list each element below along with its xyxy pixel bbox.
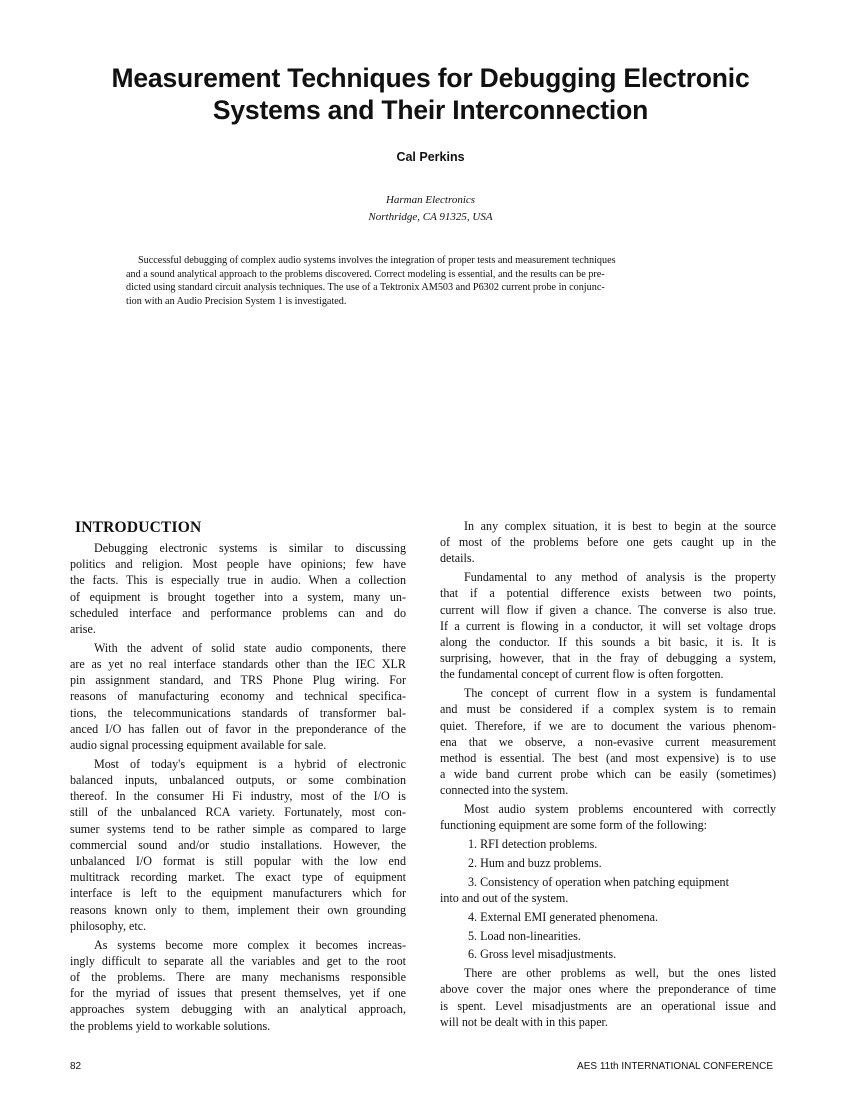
text-line: current will flow if given a chance. The converse is also true.: [440, 602, 776, 617]
list-item-text: 2. Hum and buzz problems.: [468, 856, 602, 871]
text-line: details.: [440, 551, 475, 566]
list-item-text: 6. Gross level misadjustments.: [468, 947, 617, 962]
affiliation-org: Harman Electronics: [385, 194, 476, 206]
text-line: of equipment is brought together into a system, many un-: [70, 589, 406, 604]
text-line: ingly difficult to separate all the variables and get to the root: [70, 953, 406, 968]
text-line: interface is left to the equipment manufacturers which for: [70, 886, 406, 901]
text-line: for the myriad of issues that present themselves, yet if one: [70, 986, 406, 1001]
closing-paragraph: [440, 965, 776, 1030]
text-line: functioning equipment are some form of the following:: [440, 818, 708, 833]
text-line: unbalanced I/O format is still popular with the low end: [70, 854, 406, 869]
text-line: connected into the system.: [440, 783, 569, 798]
list-item-text: 1. RFI detection problems.: [468, 837, 598, 852]
text-line: multitrack recording market. The exact type of equipment: [70, 870, 406, 885]
text-line: The concept of current flow in a system is fundamental: [464, 686, 776, 701]
affiliation-address: Northridge, CA 91325, USA: [368, 211, 493, 223]
text-line: and must be considered if a complex system is to remain: [440, 702, 776, 717]
body-paragraph: [70, 937, 406, 1034]
list-item-text: 4. External EMI generated phenomena.: [468, 909, 659, 924]
body-paragraph: [440, 518, 776, 567]
list-item: [440, 836, 776, 852]
text-line: With the advent of solid state audio components, there: [94, 640, 406, 655]
text-line: above cover the major ones where the preponderance of time: [440, 982, 776, 997]
list-item: [440, 855, 776, 871]
text-line: still of the unbalanced RCA variety. Fortunately, most con-: [70, 805, 406, 820]
text-line: In any complex situation, it is best to begin at the source: [464, 519, 776, 533]
right-column: [440, 518, 776, 1033]
text-line: There are other problems as well, but the ones listed: [464, 966, 776, 981]
text-line: pin assignment standard, and TRS Phone Plug wiring. For: [70, 673, 406, 688]
text-line: that if a potential difference exists between two points,: [440, 586, 776, 601]
text-line: are as yet no real interface standards other than the IEC XLR: [70, 657, 406, 672]
list-item-text: into and out of the system.: [440, 891, 569, 906]
text-line: Most of today's equipment is a hybrid of electronic: [94, 756, 406, 771]
text-line: reasons known only to them, implement their own grounding: [70, 902, 406, 917]
text-line: the fundamental concept of current flow is often forgotten.: [440, 667, 724, 682]
section-heading: INTRODUCTION: [75, 519, 202, 536]
list-item: [440, 874, 776, 906]
text-line: of most of the problems before one gets caught up in the: [440, 535, 776, 550]
text-line: Most audio system problems encountered with correctly: [464, 802, 776, 817]
text-line: will not be dealt with in this paper.: [440, 1014, 608, 1029]
text-line: politics and religion. Most people have opinions; few have: [70, 557, 406, 572]
paper-title: [60, 62, 801, 126]
abstract: [126, 254, 730, 308]
list-item: [440, 928, 776, 944]
text-line: audio signal processing equipment available for sale.: [70, 738, 327, 753]
body-paragraph: [70, 756, 406, 934]
text-line: ena that we observe, a non-evasive current measurement: [440, 734, 776, 749]
abstract-line: tion with an Audio Precision System 1 is investigated.: [126, 295, 347, 307]
title-line-2: Systems and Their Interconnection: [212, 95, 649, 125]
text-line: scheduled interface and performance problems can and do: [70, 605, 406, 620]
text-line: is spent. Level misadjustments are an operational issue and: [440, 998, 776, 1013]
conference-name: AES 11th INTERNATIONAL CONFERENCE: [577, 1061, 773, 1072]
title-line-1: Measurement Techniques for Debugging Electronic: [111, 63, 750, 93]
affiliation: [0, 192, 861, 226]
text-line: anced I/O has fallen out of favor in the preponderance of the: [70, 721, 406, 736]
text-line: balanced inputs, unbalanced outputs, or some combination: [70, 773, 406, 788]
list-item-text: 5. Load non-linearities.: [468, 928, 581, 943]
text-line: commercial sound and/or studio installations. However, the: [70, 837, 406, 852]
text-line: Fundamental to any method of analysis is the property: [464, 570, 776, 585]
text-line: Debugging electronic systems is similar to discussing: [94, 541, 406, 555]
text-line: of the problems. There are many mechanisms responsible: [70, 970, 406, 985]
body-paragraph: [70, 540, 406, 637]
text-line: quiet. Therefore, if we are to document the various phenom-: [440, 718, 776, 733]
list-item-text: 3. Consistency of operation when patching equipment: [468, 874, 729, 889]
list-item: [440, 909, 776, 925]
text-line: approaches system debugging with an analytical approach,: [70, 1002, 406, 1017]
left-column: [70, 519, 406, 1036]
text-line: method is essential. The best (and most expensive) is to use: [440, 751, 776, 766]
body-paragraph: [440, 685, 776, 798]
text-line: If a current is flowing in a conductor, it will set voltage drops: [440, 618, 776, 633]
text-line: the facts. This is especially true in audio. When a collection: [70, 573, 406, 588]
text-line: As systems become more complex it becomes increas-: [94, 937, 406, 952]
text-line: thereof. In the consumer Hi Fi industry, most of the I/O is: [70, 789, 406, 804]
body-paragraph: [440, 801, 776, 833]
text-line: along the conductor. If this sounds a bit basic, it is. It is: [440, 635, 776, 650]
text-line: sumer systems tend to be rather simple as compared to large: [70, 821, 406, 836]
abstract-line: dicted using standard circuit analysis techniques. The use of a Tektronix AM503 and P6302 current probe in conjunc-: [126, 282, 605, 294]
text-line: tions, the telecommunications standards of transformer bal-: [70, 705, 406, 720]
body-paragraph: [440, 569, 776, 682]
text-line: the problems yield to workable solutions.: [70, 1018, 271, 1033]
text-line: arise.: [70, 622, 96, 637]
body-paragraph: [70, 640, 406, 753]
text-line: a wide band current probe which can be easily (sometimes): [440, 767, 776, 782]
abstract-line: Successful debugging of complex audio systems involves the integration of proper tests and measurement techniques: [138, 255, 616, 266]
abstract-line: and a sound analytical approach to the problems discovered. Correct modeling is essential, and the results can be pre-: [126, 268, 605, 280]
text-line: surprising, however, that in the fray of debugging a system,: [440, 651, 776, 666]
text-line: philosophy, etc.: [70, 918, 147, 933]
text-line: reasons of manufacturing economy and technical specifica-: [70, 689, 406, 704]
author-name: Cal Perkins: [396, 150, 465, 164]
page-number: 82: [70, 1061, 82, 1072]
list-item: [440, 946, 776, 962]
